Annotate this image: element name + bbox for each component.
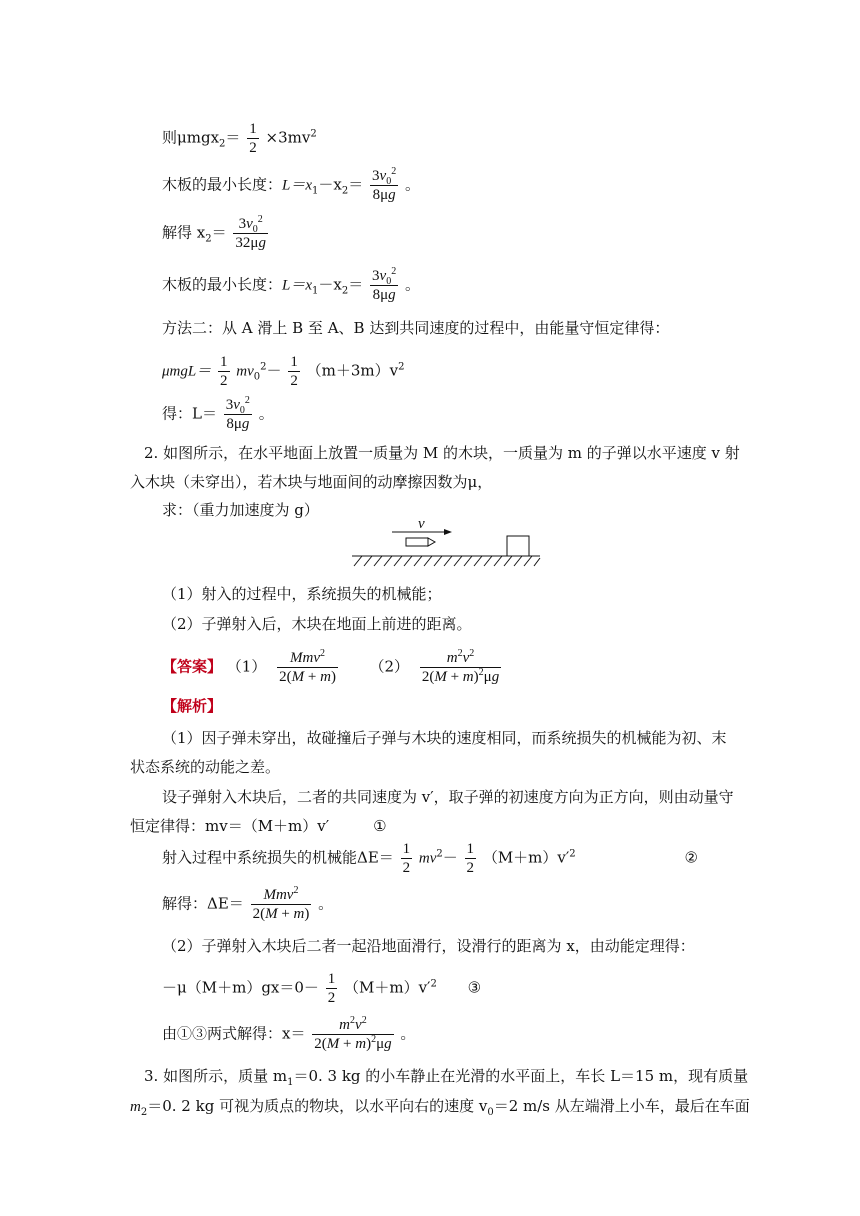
- velocity-label: v: [418, 516, 425, 532]
- analysis-label: 【解析】: [162, 697, 223, 715]
- analysis-p1b: 状态系统的动能之差。: [130, 758, 281, 776]
- question-2-line-3: 求：（重力加速度为 g）: [162, 501, 319, 519]
- method-two-text: 方法二：从 A 滑上 B 至 A、B 达到共同速度的过程中，由能量守恒定律得：: [162, 319, 670, 337]
- eq-line-4: 木板的最小长度：$L=x_1-x_2=$ $\frac{3v_0^2}{8\mu g}$ 。: [162, 266, 421, 303]
- question-3-line-1: 3. 如图所示，质量 $m_1=0$. 3 kg 的小车静止在光滑的水平面上，车长 L＝15 m，现有质量: [144, 1067, 749, 1088]
- eq-line-2: 木板的最小长度：$L=x_1-x_2=$ $\frac{3v_0^2}{8\mu g}$ 。: [162, 166, 421, 203]
- question-2-line-2: 入木块（未穿出），若木块与地面间的动摩擦因数为μ，: [130, 473, 493, 491]
- analysis-p1: （1）因子弹未穿出，故碰撞后子弹与木块的速度相同，而系统损失的机械能为初、末: [162, 729, 727, 747]
- eq-line-7: 得：L＝ $\frac{3v_0^2}{8\mu g}$ 。: [162, 395, 274, 432]
- answer-line: 【答案】 （1） $\frac{Mmv^2}{2(M + m)}$ （2） $\frac{m^2v^2}{2(M + m)^2\mu g}$: [162, 648, 500, 685]
- bullet-shape: [406, 538, 428, 546]
- analysis-p3: 射入过程中系统损失的机械能ΔE＝ $\frac{1}{2}$ $mv^2-$ $\frac{1}{2}$ $(M+m)v'^2$ ②: [162, 841, 698, 876]
- answer-label: 【答案】: [162, 657, 223, 676]
- analysis-p4: 解得：ΔE＝ $\frac{Mmv^2}{2(M + m)}$ 。: [162, 885, 334, 922]
- question-3-line-2: $m_2=0$. 2 kg 可视为质点的物块，以水平向右的速度 $v_0=2$ m/s 从左端滑上小车，最后在车面: [130, 1097, 750, 1118]
- bullet-block-figure: [340, 510, 545, 575]
- analysis-p6: －μ（M＋m）gx＝0－ $\frac{1}{2}$ $(M+m)v'^2$ ③: [162, 971, 482, 1006]
- eq-line-1: 则μmgx$_2$＝ $\frac{1}{2}$ $\times 3mv^2$: [162, 121, 317, 156]
- sub-question-1: （1）射入的过程中，系统损失的机械能；: [162, 585, 442, 603]
- analysis-p7: 由①③两式解得：x＝ $\frac{m^2v^2}{2(M + m)^2\mu g}$ 。: [162, 1015, 416, 1052]
- eq-line-6: μmgL＝ $\frac{1}{2}$ $mv_0^2-$ $\frac{1}{2}$ $(m+3m)v^2$: [162, 354, 405, 389]
- analysis-p5: （2）子弹射入木块后二者一起沿地面滑行，设滑行的距离为 x，由动能定理得：: [162, 937, 695, 955]
- eq-line-3: 解得 $x_2=$ $\frac{3v_0^2}{32\mu g}$: [162, 214, 266, 251]
- analysis-p2b: 恒定律得：mv＝（M＋m）v′ ①: [130, 817, 387, 835]
- analysis-p2: 设子弹射入木块后，二者的共同速度为 v′，取子弹的初速度方向为正方向，则由动量守: [162, 788, 734, 806]
- sub-question-2: （2）子弹射入后，木块在地面上前进的距离。: [162, 615, 472, 633]
- question-2-line-1: 2. 如图所示，在水平地面上放置一质量为 M 的木块，一质量为 m 的子弹以水平速度 v 射: [144, 444, 740, 462]
- block-shape: [507, 536, 529, 556]
